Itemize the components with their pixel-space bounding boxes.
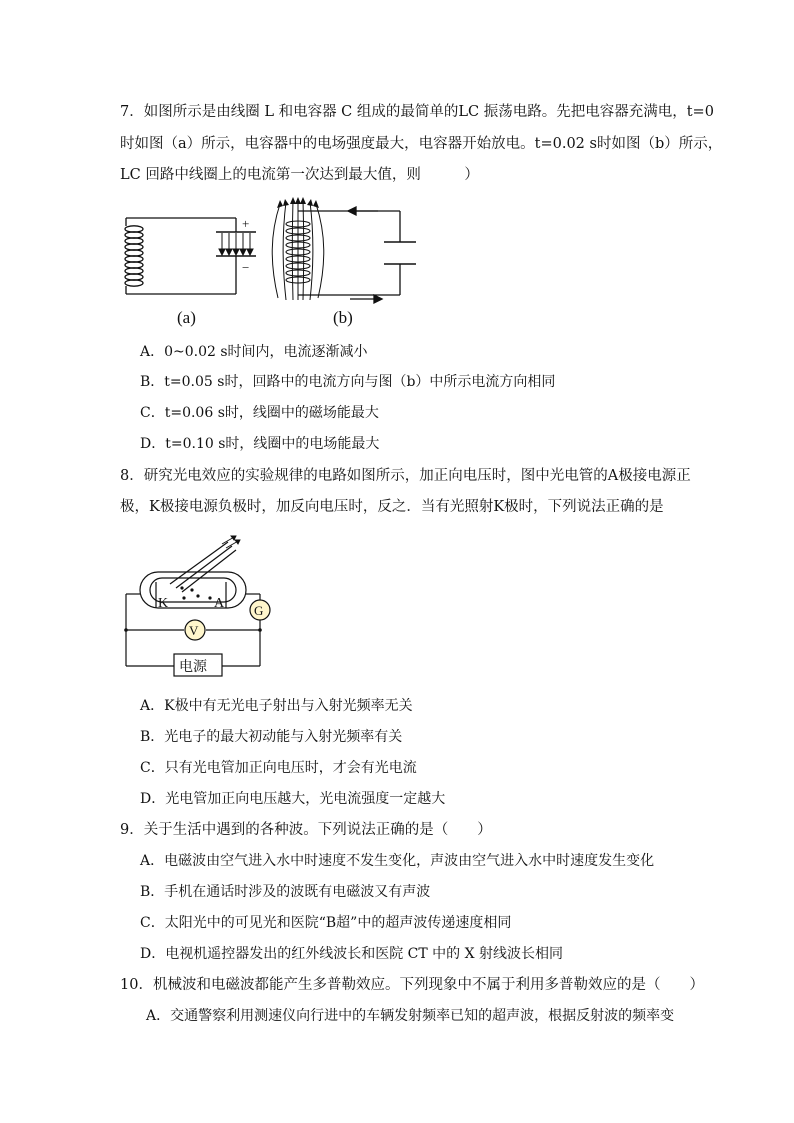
electric-field-arrows-icon	[219, 233, 253, 255]
q7-stem-line-2: 时如图（a）所示，电容器中的电场强度最大，电容器开始放电。t=0.02 s时如图（b）所示，	[120, 136, 723, 152]
q8-stem-line-2: 极，K极接电源负极时，加反向电压时，反之．当有光照射K极时，下列说法正确的是	[120, 499, 664, 515]
q9-option-d: D．电视机遥控器发出的红外线波长和医院 CT 中的 X 射线波长相同	[140, 946, 564, 962]
electron-dots-icon	[180, 586, 211, 599]
magnetic-field-lines-icon	[272, 200, 324, 300]
q9-option-a: A．电磁波由空气进入水中时速度不发生变化，声波由空气进入水中时速度发生变化	[140, 853, 655, 869]
coil-icon	[125, 226, 143, 286]
q7-fig-a-label: (a)	[177, 308, 196, 327]
q7-figure-b	[268, 194, 418, 306]
q10-option-a: A．交通警察利用测速仪向行进中的车辆发射频率已知的超声波，根据反射波的频率变	[146, 1008, 675, 1024]
q7-figure-a	[112, 196, 262, 300]
label-v: V	[189, 623, 199, 638]
q8-option-b: B．光电子的最大初动能与入射光频率有关	[140, 729, 403, 745]
q8-option-a: A．K极中有无光电子射出与入射光频率无关	[140, 698, 413, 714]
q8-option-c: C．只有光电管加正向电压时，才会有光电流	[140, 760, 417, 776]
label-k: K	[158, 596, 169, 611]
label-power-source: 电源	[179, 659, 207, 675]
q8-figure-photocell-circuit	[118, 532, 278, 680]
q7-option-a: A．0~0.02 s时间内，电流逐渐减小	[140, 344, 368, 360]
q9-stem: 9．关于生活中遇到的各种波。下列说法正确的是（ ）	[120, 822, 492, 838]
q7-option-d: D．t=0.10 s时，线圈中的电场能最大	[140, 436, 380, 452]
q7-stem-line-1: 7．如图所示是由线圈 L 和电容器 C 组成的最简单的LC 振荡电路。先把电容器充满电，t=0	[120, 104, 714, 120]
q10-stem: 10．机械波和电磁波都能产生多普勒效应。下列现象中不属于利用多普勒效应的是（ ）	[120, 977, 704, 993]
q7-option-c: C．t=0.06 s时，线圈中的磁场能最大	[140, 405, 379, 421]
q9-option-b: B．手机在通话时涉及的波既有电磁波又有声波	[140, 884, 431, 900]
q8-stem-line-1: 8．研究光电效应的实验规律的电路如图所示，加正向电压时，图中光电管的A极接电源正	[120, 468, 691, 484]
q9-option-c: C．太阳光中的可见光和医院“B超”中的超声波传递速度相同	[140, 915, 512, 931]
plus-sign: +	[242, 216, 250, 231]
current-arrow-icon	[348, 207, 382, 303]
q7-option-b: B．t=0.05 s时，回路中的电流方向与图（b）中所示电流方向相同	[140, 374, 556, 390]
label-a: A	[214, 596, 225, 611]
label-g: G	[254, 603, 264, 618]
minus-sign: −	[242, 260, 250, 275]
q7-fig-b-label: (b)	[333, 308, 353, 327]
q8-option-d: D．光电管加正向电压越大，光电流强度一定越大	[140, 791, 446, 807]
q7-stem-line-3: LC 回路中线圈上的电流第一次达到最大值，则 ）	[120, 167, 479, 183]
